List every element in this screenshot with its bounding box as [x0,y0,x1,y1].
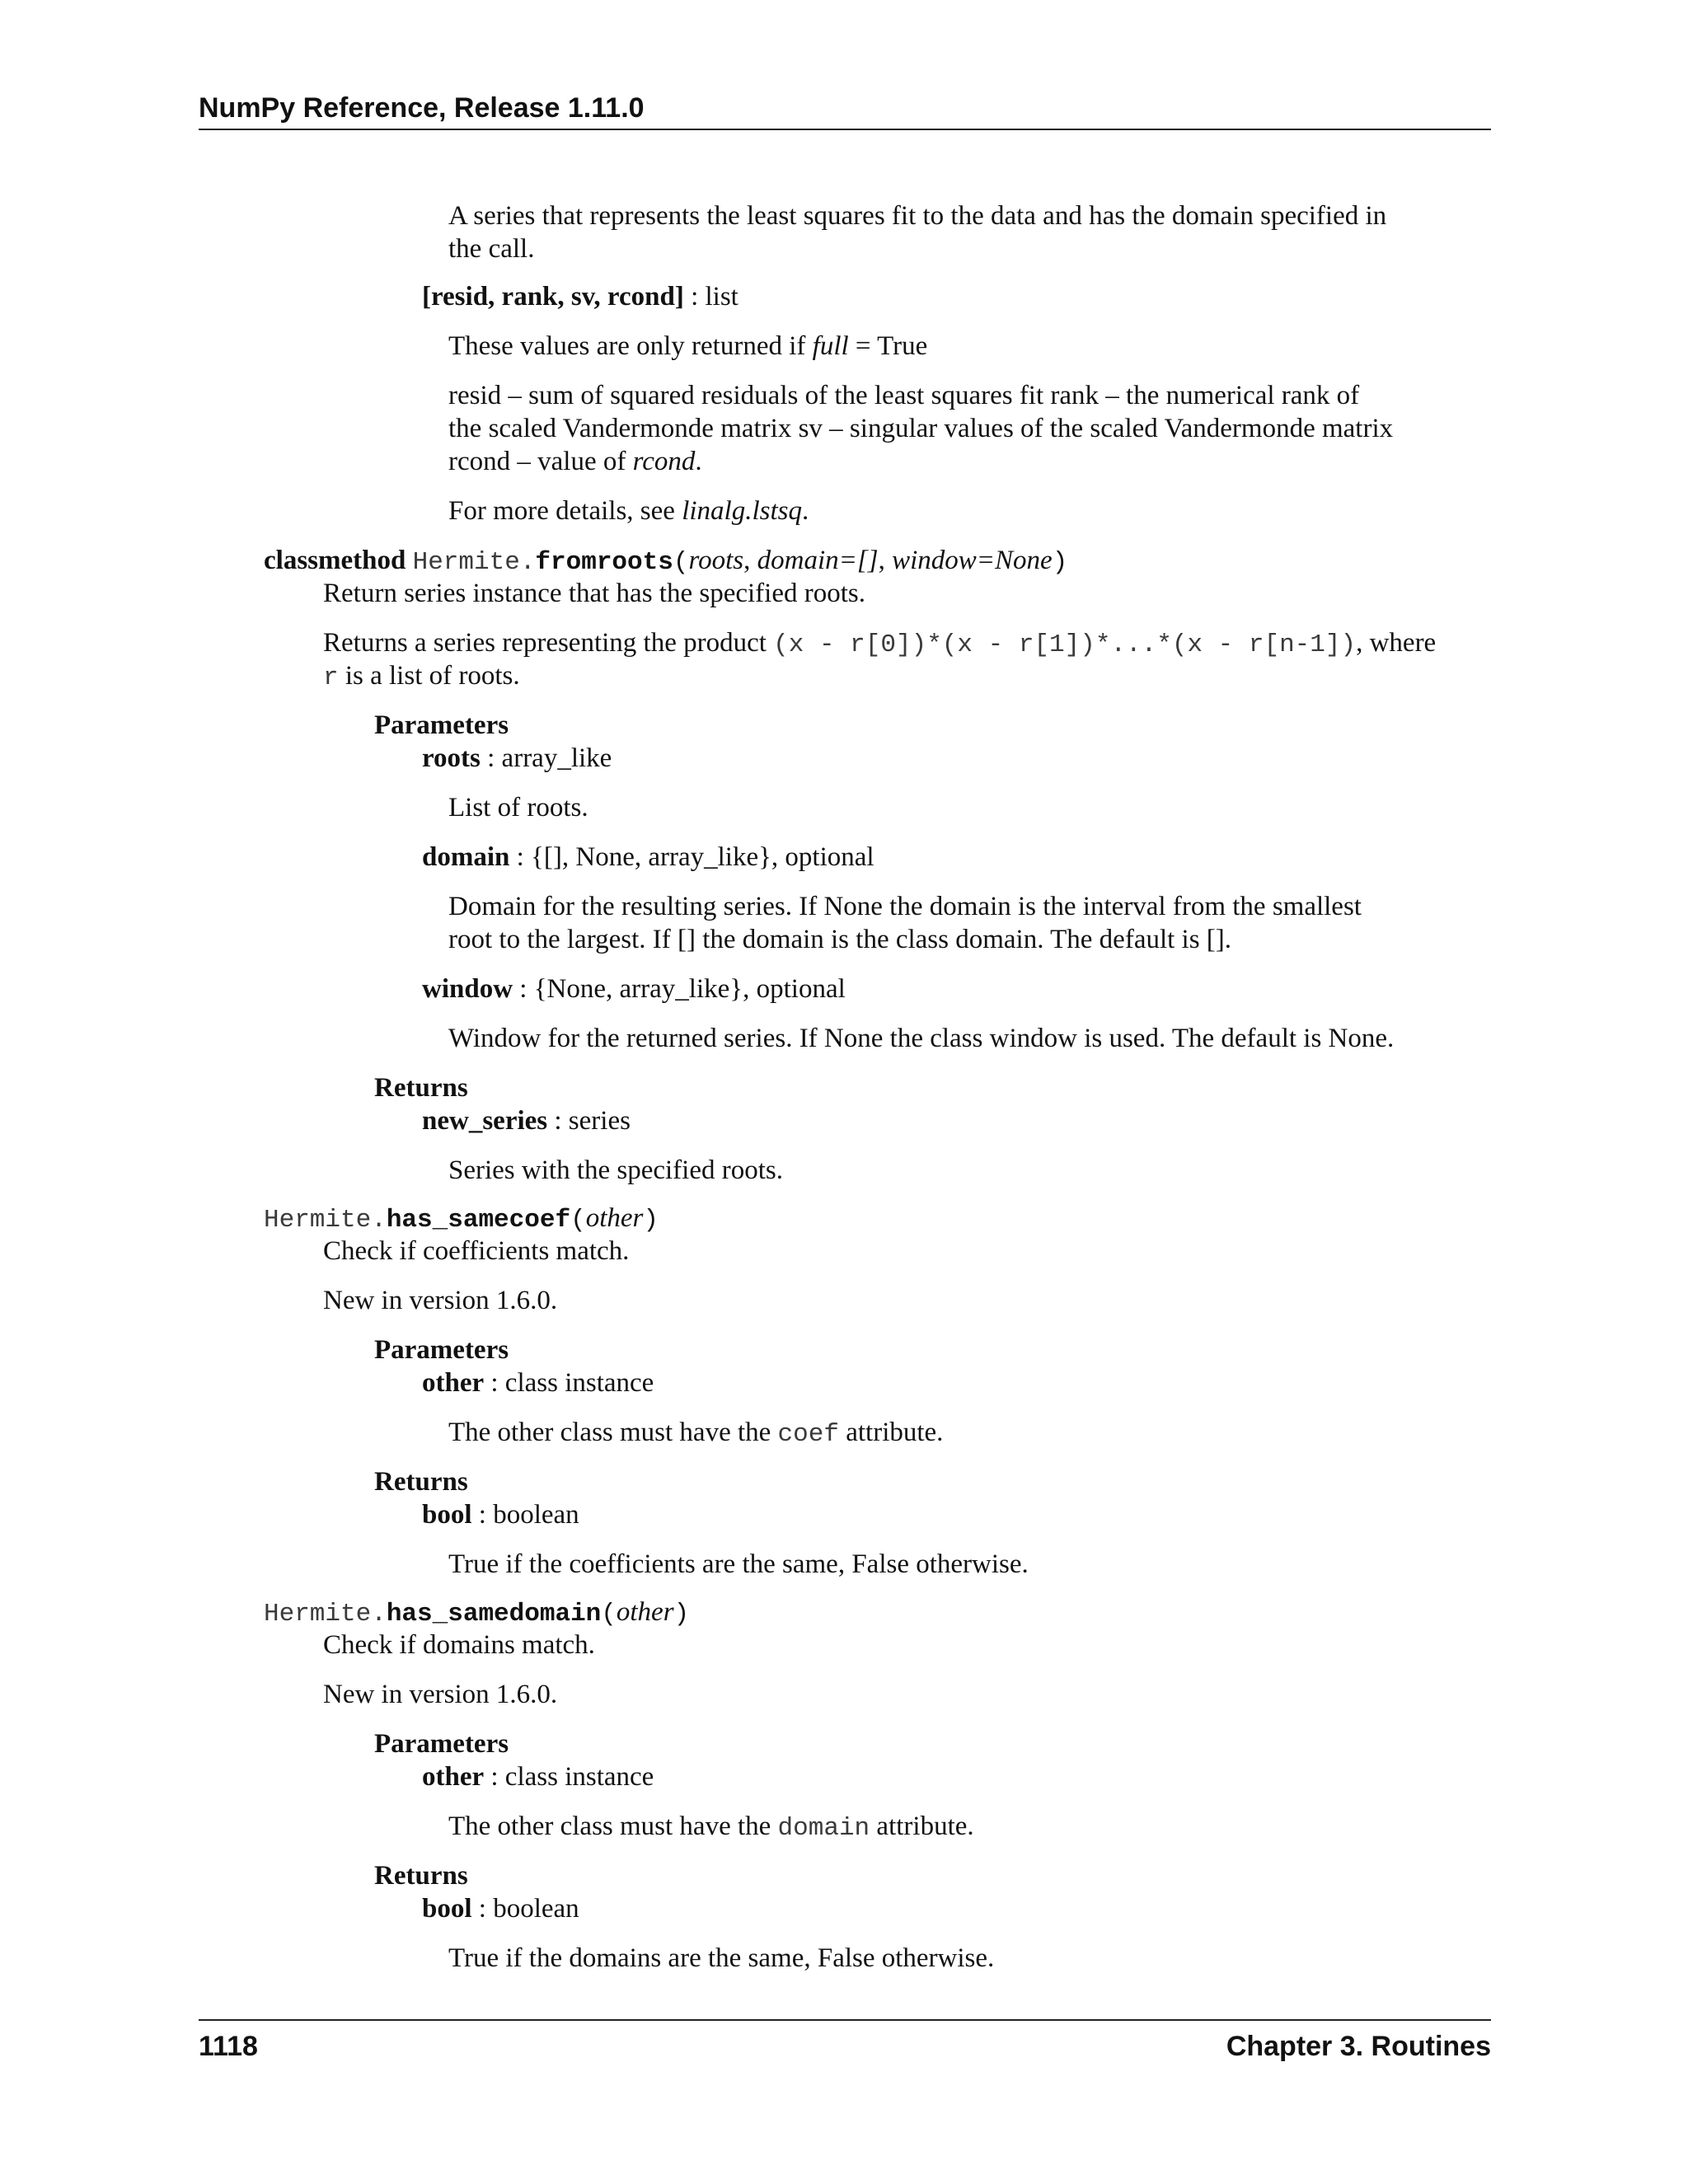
rcond-pre: rcond – value of [448,447,633,476]
return-new-series-name: new_series [422,1106,548,1136]
fromroots-param-window [422,972,846,1005]
has-samedomain-name: has_samedomain [386,1600,602,1629]
samecoef-param-other-type: : class instance [484,1368,654,1398]
param-domain-name: domain [422,842,510,872]
has-samecoef-signature [264,1202,659,1237]
has-samecoef-summary: Check if coefficients match. [323,1236,630,1266]
fromroots-arg-window: window=None [892,546,1053,575]
resid-desc-line-3 [448,445,702,478]
footer-rule [199,2019,1491,2021]
samecoef-return-type: : boolean [471,1500,579,1530]
has-samedomain-returns-label: Returns [374,1861,468,1891]
has-samecoef-name: has_samecoef [386,1206,571,1235]
has-samecoef-param-other [422,1366,654,1399]
samedomain-param-other-name: other [422,1762,485,1792]
fromroots-sep-2: , [878,546,893,575]
fromroots-param-roots [422,742,612,775]
fromroots-param-domain-desc-1: Domain for the resulting series. If None the domain is the interval from the smallest [448,892,1362,921]
resid-return-field [422,280,738,313]
fromroots-kind: classmethod [264,546,406,575]
resid-desc-line-2: the scaled Vandermonde matrix sv – singular values of the scaled Vandermonde matrix [448,414,1394,443]
samedomain-desc-code: domain [777,1814,870,1843]
page-number: 1118 [199,2031,258,2062]
samedomain-return-type: : boolean [471,1894,579,1924]
fromroots-arg-roots: roots [688,546,744,575]
details-link: linalg.lstsq [682,496,802,526]
product-pre: Returns a series representing the product [323,628,774,658]
fromroots-summary: Return series instance that has the specified roots. [323,579,865,608]
running-footer [199,2031,1491,2063]
has-samedomain-param-other [422,1760,654,1793]
details-post: . [801,496,809,526]
fromroots-param-window-desc: Window for the returned series. If None the class window is used. The default is None. [448,1024,1395,1053]
fromroots-open-paren: ( [673,548,689,577]
full-note-pre: These values are only returned if [448,331,813,361]
rcond-post: . [695,447,702,476]
has-samedomain-return-desc: True if the domains are the same, False otherwise. [448,1943,995,1973]
param-window-type: : {None, array_like}, optional [513,974,846,1004]
samecoef-desc-post: attribute. [838,1418,944,1447]
series-desc-line-1: A series that represents the least squares fit to the data and has the domain specified in [448,201,1387,231]
fromroots-param-domain-desc-2: root to the largest. If [] the domain is the class domain. The default is []. [448,925,1232,954]
full-note [448,330,927,363]
param-roots-type: : array_like [480,743,612,773]
header-rule [199,129,1491,130]
param-domain-type: : {[], None, array_like}, optional [509,842,874,872]
fromroots-class-prefix: Hermite. [412,548,536,577]
fromroots-param-domain [422,841,874,874]
has-samecoef-return-desc: True if the coefficients are the same, False otherwise. [448,1549,1029,1579]
fromroots-returns-label: Returns [374,1073,468,1103]
has-samecoef-close-paren: ) [643,1206,659,1235]
has-samecoef-version: New in version 1.6.0. [323,1286,558,1315]
fromroots-name: fromroots [535,548,673,577]
resid-return-name: [resid, rank, sv, rcond] [422,282,684,312]
fromroots-return-field [422,1104,631,1137]
rcond-em: rcond [632,447,696,476]
series-desc-line-2: the call. [448,234,535,264]
samedomain-param-other-type: : class instance [484,1762,654,1792]
resid-desc-line-1: resid – sum of squared residuals of the least squares fit rank – the numerical rank of [448,381,1360,410]
fromroots-close-paren: ) [1052,548,1068,577]
samedomain-return-name: bool [422,1894,472,1924]
samedomain-desc-post: attribute. [870,1811,974,1841]
has-samecoef-open-paren: ( [570,1206,586,1235]
has-samedomain-class-prefix: Hermite. [264,1600,387,1629]
fromroots-signature [264,544,1067,579]
details-note [448,494,809,527]
has-samedomain-signature [264,1596,689,1631]
has-samedomain-param-desc [448,1810,974,1845]
param-roots-name: roots [422,743,481,773]
has-samedomain-arg: other [616,1597,674,1627]
r-post: is a list of roots. [338,661,520,691]
has-samedomain-params-label: Parameters [374,1729,509,1759]
has-samecoef-class-prefix: Hermite. [264,1206,387,1235]
details-pre: For more details, see [448,496,682,526]
resid-return-type: : list [683,282,738,312]
full-note-post: = True [848,331,928,361]
samecoef-param-other-name: other [422,1368,485,1398]
r-code: r [323,663,339,692]
fromroots-sep-1: , [743,546,757,575]
fromroots-param-roots-desc: List of roots. [448,793,588,823]
has-samedomain-close-paren: ) [673,1600,690,1629]
chapter-title: Chapter 3. Routines [1226,2031,1491,2062]
samedomain-desc-pre: The other class must have the [448,1811,778,1841]
has-samedomain-version: New in version 1.6.0. [323,1680,558,1709]
has-samecoef-return-field [422,1498,579,1531]
fromroots-arg-domain: domain=[] [757,546,879,575]
fromroots-r-line [323,659,520,695]
product-post: , where [1356,628,1437,658]
header-title: NumPy Reference, Release 1.11.0 [199,92,645,124]
fromroots-params-label: Parameters [374,710,509,740]
has-samedomain-return-field [422,1892,579,1925]
fromroots-product-line [323,626,1436,662]
full-note-em: full [812,331,849,361]
product-code: (x - r[0])*(x - r[1])*...*(x - r[n-1]) [773,630,1357,659]
running-header [199,92,1491,124]
return-new-series-type: : series [547,1106,631,1136]
has-samecoef-params-label: Parameters [374,1335,509,1365]
param-window-name: window [422,974,513,1004]
samecoef-desc-code: coef [777,1420,839,1449]
has-samedomain-open-paren: ( [601,1600,617,1629]
has-samecoef-arg: other [585,1203,644,1233]
has-samedomain-summary: Check if domains match. [323,1630,595,1660]
samecoef-return-name: bool [422,1500,472,1530]
has-samecoef-returns-label: Returns [374,1467,468,1497]
samecoef-desc-pre: The other class must have the [448,1418,778,1447]
has-samecoef-param-desc [448,1416,943,1451]
fromroots-return-desc: Series with the specified roots. [448,1155,783,1185]
